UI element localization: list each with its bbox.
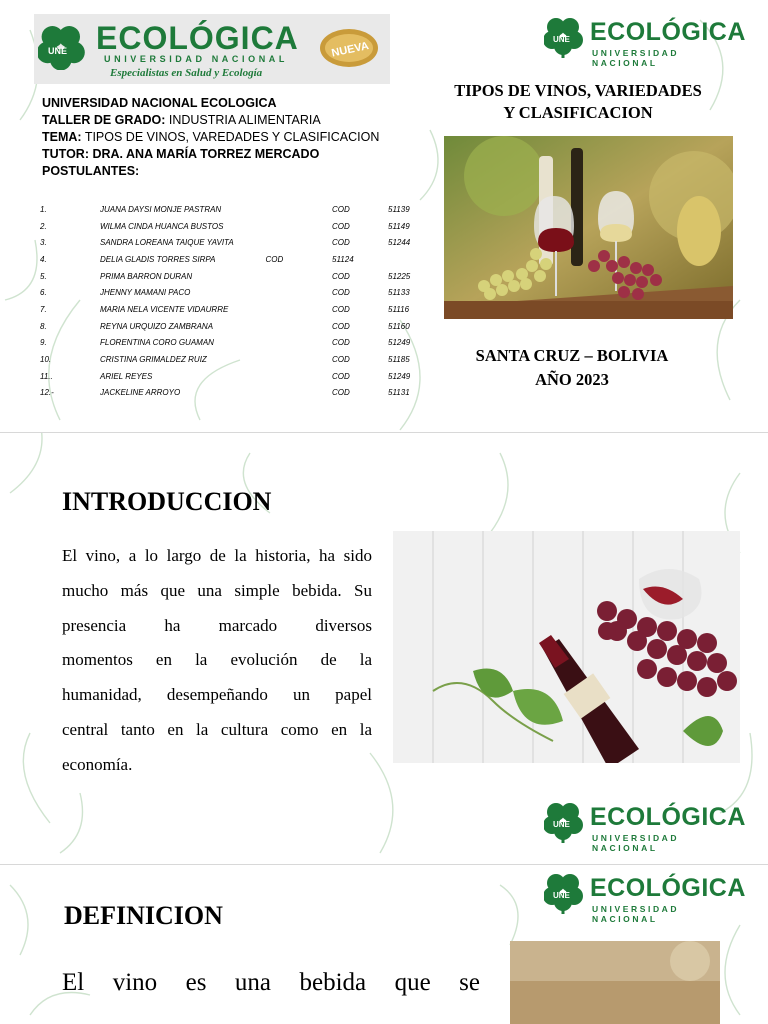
- intro-heading: INTRODUCCION: [62, 487, 272, 516]
- info-line: TEMA: TIPOS DE VINOS, VAREDADES Y CLASIFICACION: [42, 130, 380, 144]
- logo-name: ECOLÓGICA: [590, 874, 746, 902]
- location-year: SANTA CRUZ – BOLIVIA AÑO 2023: [475, 346, 669, 389]
- svg-text:UNE: UNE: [553, 820, 570, 829]
- cover-info: [42, 95, 402, 180]
- info-line: TUTOR: DRA. ANA MARÍA TORREZ MERCADO: [42, 147, 320, 161]
- cover-slide: [0, 0, 768, 432]
- presentation-title: TIPOS DE VINOS, VARIEDADES Y CLASIFICACION: [454, 81, 702, 122]
- logo-name: ECOLÓGICA: [590, 803, 746, 831]
- students-table: [40, 201, 410, 401]
- logo-slogan: Especialistas en Salud y Ecología: [110, 67, 263, 79]
- definition-image: [510, 941, 720, 1024]
- definition-heading: DEFINICION: [64, 901, 223, 930]
- university-logo: [544, 18, 746, 68]
- svg-text:UNE: UNE: [48, 46, 68, 56]
- table-row: 10. CRISTINA GRIMALDEZ RUIZ COD 51185: [40, 355, 410, 365]
- table-row: 11.. ARIEL REYES COD 51249: [40, 371, 411, 381]
- clover-icon: [544, 803, 586, 845]
- clover-icon: [544, 874, 586, 916]
- logo-name: ECOLÓGICA: [590, 18, 746, 46]
- logo-subtitle: UNIVERSIDAD NACIONAL: [592, 833, 680, 853]
- logo-subtitle: UNIVERSIDAD NACIONAL: [592, 48, 680, 68]
- table-row: 12.- JACKELINE ARROYO COD 51131: [40, 388, 410, 398]
- definition-slide: [0, 865, 768, 1024]
- wine-grapes-image: [444, 136, 733, 319]
- university-logo: [544, 803, 746, 853]
- info-line: POSTULANTES:: [42, 164, 140, 178]
- definition-paragraph: El vino es una bebida que se: [62, 969, 480, 996]
- university-logo: [544, 874, 746, 924]
- table-row: 7. MARIA NELA VICENTE VIDAURRE COD 51116: [40, 304, 410, 314]
- intro-slide: [0, 433, 768, 864]
- university-logo-large: [34, 14, 390, 84]
- logo-subtitle: UNIVERSIDAD NACIONAL: [592, 904, 680, 924]
- info-line: UNIVERSIDAD NACIONAL ECOLOGICA: [42, 96, 277, 110]
- logo-subtitle: UNIVERSIDAD NACIONAL: [104, 54, 289, 64]
- intro-paragraph: El vino, a lo largo de la historia, ha sido mucho más que una simple bebida. Su presencia ha marcado diversos momentos en la evolución de la humanidad, desempeñando un papel central tanto en la cultura como en la economía.: [62, 546, 372, 774]
- clover-icon: [38, 26, 94, 70]
- svg-text:UNE: UNE: [553, 891, 570, 900]
- table-row: 8. REYNA URQUIZO ZAMBRANA COD 51160: [40, 321, 410, 331]
- table-row: 2. WILMA CINDA HUANCA BUSTOS COD 51149: [40, 221, 410, 231]
- info-line: TALLER DE GRADO: INDUSTRIA ALIMENTARIA: [42, 113, 321, 127]
- svg-text:NUEVA: NUEVA: [330, 39, 370, 60]
- clover-icon: [544, 18, 586, 60]
- svg-text:UNE: UNE: [553, 35, 570, 44]
- table-row: 3. SANDRA LOREANA TAIQUE YAVITA COD 51244: [40, 238, 411, 248]
- seal-icon: [317, 26, 381, 70]
- table-row: 1. JUANA DAYSI MONJE PASTRAN COD 51139: [40, 204, 410, 214]
- table-row: 9. FLORENTINA CORO GUAMAN COD 51249: [40, 338, 411, 348]
- logo-name: ECOLÓGICA: [96, 20, 299, 56]
- wine-bottle-image: [393, 531, 740, 763]
- table-row: 4. DELIA GLADIS TORRES SIRPA COD 51124: [40, 254, 354, 264]
- table-row: 6. JHENNY MAMANI PACO COD 51133: [40, 288, 410, 298]
- table-row: 5. PRIMA BARRON DURAN COD 51225: [40, 271, 411, 281]
